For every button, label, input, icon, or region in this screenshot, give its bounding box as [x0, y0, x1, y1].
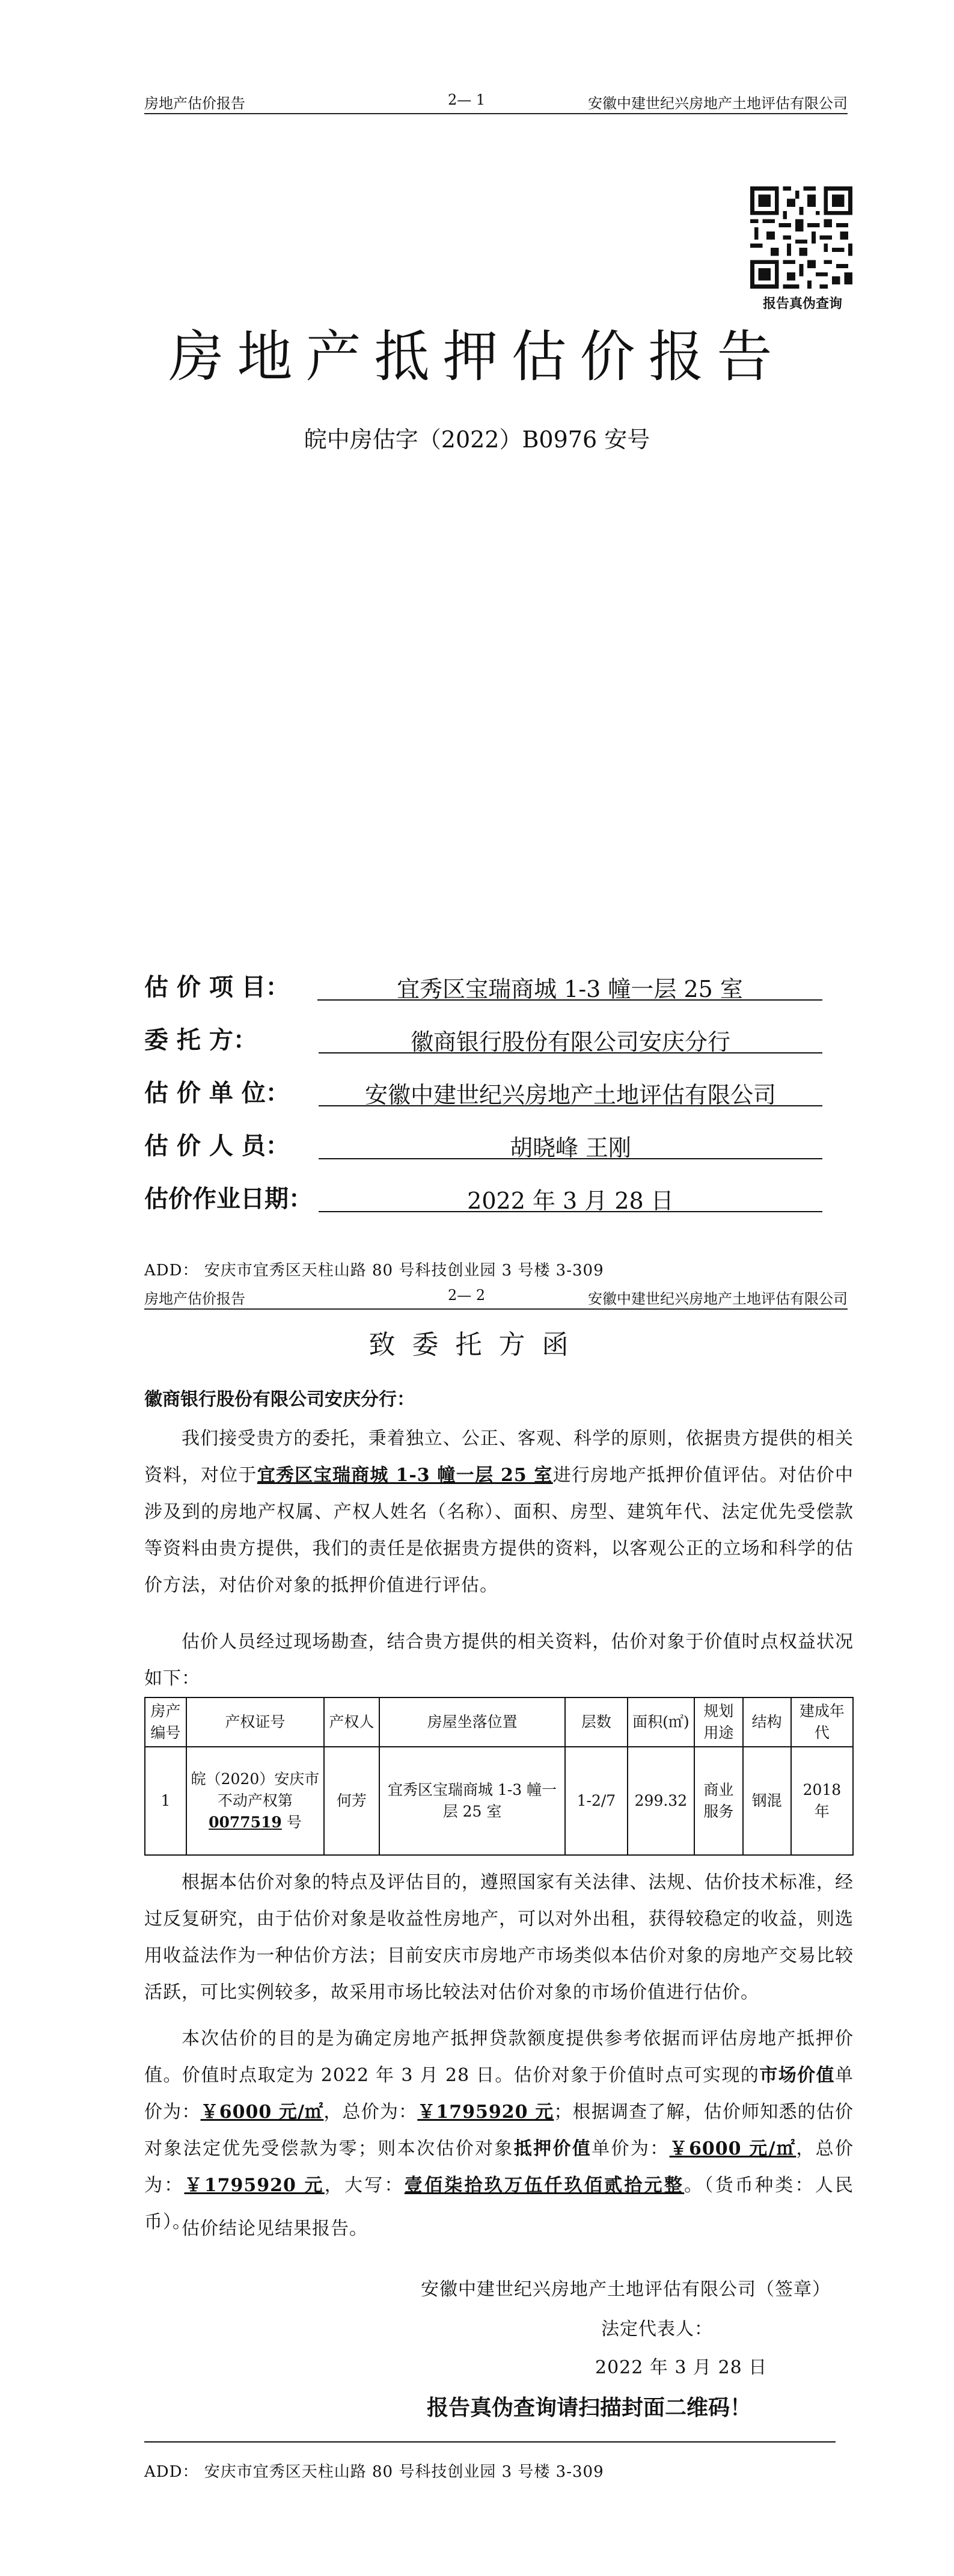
col-location: 房屋坐落位置	[379, 1697, 566, 1747]
field-client	[144, 1021, 836, 1057]
col-floors: 层数	[565, 1697, 627, 1747]
field-value: 宜秀区宝瑞商城 1-3 幢一层 25 室	[317, 971, 822, 1001]
letter-addressee: 徽商银行股份有限公司安庆分行：	[144, 1389, 415, 1410]
field-value: 胡晓峰 王刚	[319, 1129, 822, 1159]
header-page-number: 2— 1	[448, 91, 486, 108]
p4-text: ；根据调查了解，估价师知悉的估价对象法定优先受偿款为零；则本次估价对象	[144, 2102, 854, 2159]
field-value: 安徽中建世纪兴房地产土地评估有限公司	[319, 1076, 822, 1106]
property-location: 宜秀区宝瑞商城 1-3 幢一层 25 室	[257, 1465, 553, 1486]
p1-text: 我们接受贵方的委托，秉着独立、公正、客观、科学的原则，依据贵方提供的相关资料，对位于	[144, 1428, 854, 1486]
paragraph-5: 估价结论见结果报告。	[182, 2218, 368, 2239]
p4-text: ，总价为：	[323, 2102, 418, 2123]
report-number: 皖中房估字（2022）B0976 安号	[304, 426, 650, 453]
col-usage: 规划用途	[694, 1697, 742, 1747]
cell-owner: 何芳	[324, 1747, 379, 1855]
p4-text: 单价为：	[592, 2138, 670, 2159]
paragraph-1	[144, 1420, 854, 1604]
field-appraiser-company	[144, 1074, 836, 1110]
mortgage-value-label: 抵押价值	[513, 2138, 592, 2159]
field-label: 估价作业日期：	[144, 1185, 313, 1213]
field-label: 估 价 人 员：	[144, 1132, 290, 1160]
cert-number: 0077519	[209, 1814, 282, 1831]
qr-code-icon[interactable]	[750, 186, 852, 289]
field-work-date	[144, 1180, 836, 1216]
market-unit-price: ￥6000 元/㎡	[200, 2102, 324, 2123]
page-header	[144, 1286, 848, 1310]
header-left: 房地产估价报告	[144, 1290, 245, 1307]
cert-text: 皖（2020）安庆市不动产权第	[191, 1770, 320, 1809]
letter-page	[0, 1251, 954, 2576]
col-no: 房产编号	[145, 1697, 186, 1747]
p4-text: ，总价为：	[144, 2138, 854, 2196]
footer-divider	[144, 2441, 836, 2443]
cell-cert	[186, 1747, 324, 1855]
header-left: 房地产估价报告	[144, 95, 245, 112]
amount-in-words: 壹佰柒拾玖万伍仟玖佰贰拾元整	[404, 2175, 685, 2196]
paragraph-4	[144, 2020, 854, 2240]
cover-page	[0, 0, 954, 1251]
cert-suffix: 号	[281, 1814, 302, 1831]
p4-text: 单价为：	[144, 2065, 854, 2123]
page-header	[144, 90, 848, 114]
signature-company: 安徽中建世纪兴房地产土地评估有限公司（签章）	[421, 2279, 831, 2300]
p4-text: ，大写：	[324, 2175, 405, 2196]
p1-text-2: 进行房地产抵押价值评估。对估价中涉及到的房地产权属、产权人姓名（名称）、面积、房型、建筑年代、法定优先受偿款等资料由贵方提供，我们的责任是依据贵方提供的资料，以客观公正的立场和科学的估价方法，对估价对象的抵押价值进行评估。	[144, 1465, 854, 1596]
paragraph-2: 估价人员经过现场勘查，结合贵方提供的相关资料，估价对象于价值时点权益状况如下：	[144, 1631, 854, 1689]
cell-floors: 1-2/7	[565, 1747, 627, 1855]
field-label: 委 托 方：	[144, 1026, 257, 1054]
report-title: 房地产抵押估价报告	[168, 325, 786, 389]
cell-usage: 商业服务	[694, 1747, 742, 1855]
col-structure: 结构	[743, 1697, 791, 1747]
market-total-price: ￥1795920 元	[417, 2102, 554, 2123]
field-label: 估 价 项 目：	[144, 973, 290, 1001]
field-appraisers	[144, 1127, 836, 1163]
table-row	[145, 1747, 853, 1855]
market-value-label: 市场价值	[759, 2065, 835, 2086]
property-table	[144, 1697, 854, 1856]
field-project	[144, 968, 836, 1004]
qr-caption: 报告真伪查询	[762, 296, 842, 311]
cell-no: 1	[145, 1747, 186, 1855]
footer-address: ADD： 安庆市宜秀区天柱山路 80 号科技创业园 3 号楼 3-309	[144, 2463, 604, 2481]
cell-structure: 钢混	[743, 1747, 791, 1855]
cover-footer-address: ADD： 安庆市宜秀区天柱山路 80 号科技创业园 3 号楼 3-309	[144, 1262, 604, 1280]
col-year: 建成年代	[791, 1697, 853, 1747]
paragraph-3: 根据本估价对象的特点及评估目的，遵照国家有关法律、法规、估价技术标准，经过反复研究，由于估价对象是收益性房地产，可以对外出租，获得较稳定的收益，则选用收益法作为一种估价方法；目前安庆市房地产市场类似本估价对象的房地产交易比较活跃，可比实例较多，故采用市场比较法对估价对象的市场价值进行估价。	[144, 1872, 854, 2003]
field-value: 2022 年 3 月 28 日	[319, 1182, 822, 1212]
header-company: 安徽中建世纪兴房地产土地评估有限公司	[588, 95, 848, 112]
header-page-number: 2— 2	[448, 1287, 486, 1304]
cell-area: 299.32	[628, 1747, 695, 1855]
col-area: 面积(㎡)	[628, 1697, 695, 1747]
field-value: 徽商银行股份有限公司安庆分行	[319, 1023, 822, 1053]
cell-location: 宜秀区宝瑞商城 1-3 幢一层 25 室	[379, 1747, 566, 1855]
p4-text: 本次估价的目的是为确定房地产抵押贷款额度提供参考依据而评估房地产抵押价值。价值时点取定为 2022 年 3 月 28 日。估价对象于价值时点可实现的	[144, 2028, 854, 2086]
cell-year: 2018 年	[791, 1747, 853, 1855]
p4-text: 。（货币种类：人民币）。	[144, 2175, 854, 2233]
header-company: 安徽中建世纪兴房地产土地评估有限公司	[588, 1290, 848, 1307]
authenticity-warning: 报告真伪查询请扫描封面二维码！	[427, 2395, 752, 2420]
signature-representative: 法定代表人：	[601, 2319, 713, 2340]
col-cert: 产权证号	[186, 1697, 324, 1747]
signature-date: 2022 年 3 月 28 日	[595, 2357, 768, 2378]
col-owner: 产权人	[324, 1697, 379, 1747]
letter-title: 致委托方函	[368, 1329, 586, 1360]
mortgage-unit-price: ￥6000 元/㎡	[669, 2138, 797, 2159]
field-label: 估 价 单 位：	[144, 1079, 290, 1107]
mortgage-total-price: ￥1795920 元	[184, 2175, 325, 2196]
table-header-row	[145, 1697, 853, 1747]
